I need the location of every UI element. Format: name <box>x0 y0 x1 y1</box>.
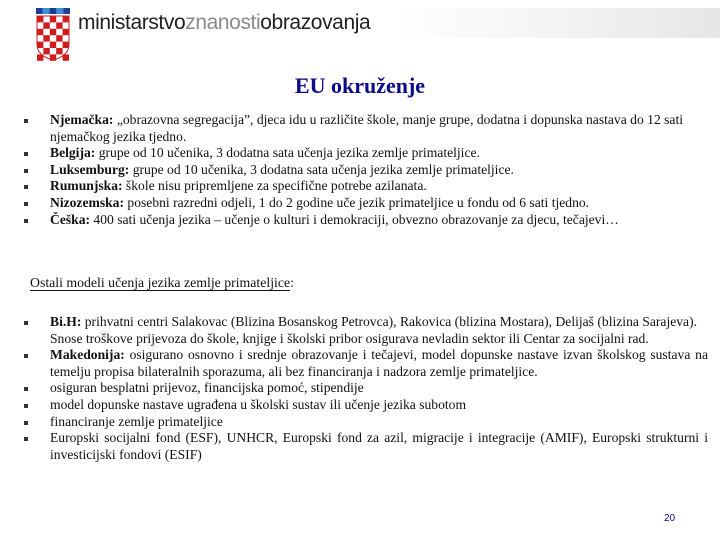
page-number: 20 <box>664 513 676 524</box>
country-text: grupe od 10 učenika, 3 dodatna sata učenja jezika zemlje primateljice. <box>129 161 514 177</box>
list-item-bih <box>32 314 708 347</box>
country-text: grupe od 10 učenika, 3 dodatna sata učenja jezika zemlje primateljice. <box>95 145 480 161</box>
country-text: posebni razredni odjeli, 1 do 2 godine uče jezik primateljice u fondu od 6 sati tjedno. <box>124 194 590 210</box>
country-text: 400 sati učenja jezika – učenje o kulturi i demokraciji, obvezno obrazovanje za djecu, tečajevi… <box>90 211 619 227</box>
subheading-label: Ostali modeli učenja jezika zemlje primateljice <box>30 275 291 290</box>
country-label: Češka: <box>50 211 91 227</box>
list-item-prijevoz: osiguran besplatni prijevoz, financijska pomoć, stipendije <box>32 380 708 397</box>
header <box>0 0 720 66</box>
list-item-njemacka <box>32 112 708 145</box>
country-label: Luksemburg: <box>50 161 130 177</box>
croatian-crest-icon <box>34 6 72 62</box>
country-label: Makedonija: <box>50 347 125 363</box>
subheading-suffix: : <box>290 275 294 290</box>
country-label: Rumunjska: <box>50 178 123 194</box>
list-item-belgija <box>32 145 708 162</box>
brand-part-ministarstvo: ministarstvo <box>78 11 186 34</box>
brand-part-znanosti: znanosti <box>185 11 261 34</box>
list-item-rumunjska <box>32 178 708 195</box>
country-text: osigurano osnovno i srednje obrazovanje i tečajevi, model dopunske nastave izvan školskog sustava na temelju propisa bilateralnih sporazuma, ali bez financiranja i nadzora zemlje primateljice. <box>50 347 708 379</box>
country-label: Bi.H: <box>50 314 82 329</box>
list-item-dopunska-nastava: model dopunske nastave ugrađena u školski sustav ili učenje jezika subotom <box>32 397 708 414</box>
other-models-list <box>32 314 708 463</box>
list-item-makedonija <box>32 347 708 380</box>
country-label: Njemačka: <box>50 112 114 127</box>
bih-extra-text: Snose troškove prijevoza do škole, knjige i školski pribor osigurava nevladin sektor ili Centar za socijalni rad. <box>50 330 649 346</box>
slide-title: EU okruženje <box>294 73 426 98</box>
country-label: Belgija: <box>50 145 96 161</box>
country-text: škole nisu pripremljene za specifične potrebe azilanata. <box>122 178 427 194</box>
country-text: „obrazovna segregacija”, djeca idu u različite škole, manje grupe, dodatna i dopunska nastava do 12 sati njemačkog jezika tjedno. <box>50 112 684 144</box>
list-item-fondovi: Europski socijalni fond (ESF), UNHCR, Europski fond za azil, migracije i integracije (AMIF), Europski strukturni i investicijski fondovi (ESIF) <box>32 430 708 463</box>
country-text: prihvatni centri Salakovac (Blizina Bosanskog Petrovca), Rakovica (blizina Mostara), Delijaš (blizina Sarajeva). <box>81 314 698 329</box>
country-label: Nizozemska: <box>50 194 124 210</box>
section-subheading <box>30 274 294 292</box>
list-item-luksemburg <box>32 162 708 179</box>
brand-part-obrazovanja: obrazovanja <box>260 11 371 34</box>
list-item-financiranje: financiranje zemlje primateljice <box>32 414 708 431</box>
list-item-nizozemska <box>32 195 708 212</box>
eu-country-list <box>32 112 708 228</box>
list-item-ceska <box>32 212 708 229</box>
ministry-brand <box>78 11 370 35</box>
